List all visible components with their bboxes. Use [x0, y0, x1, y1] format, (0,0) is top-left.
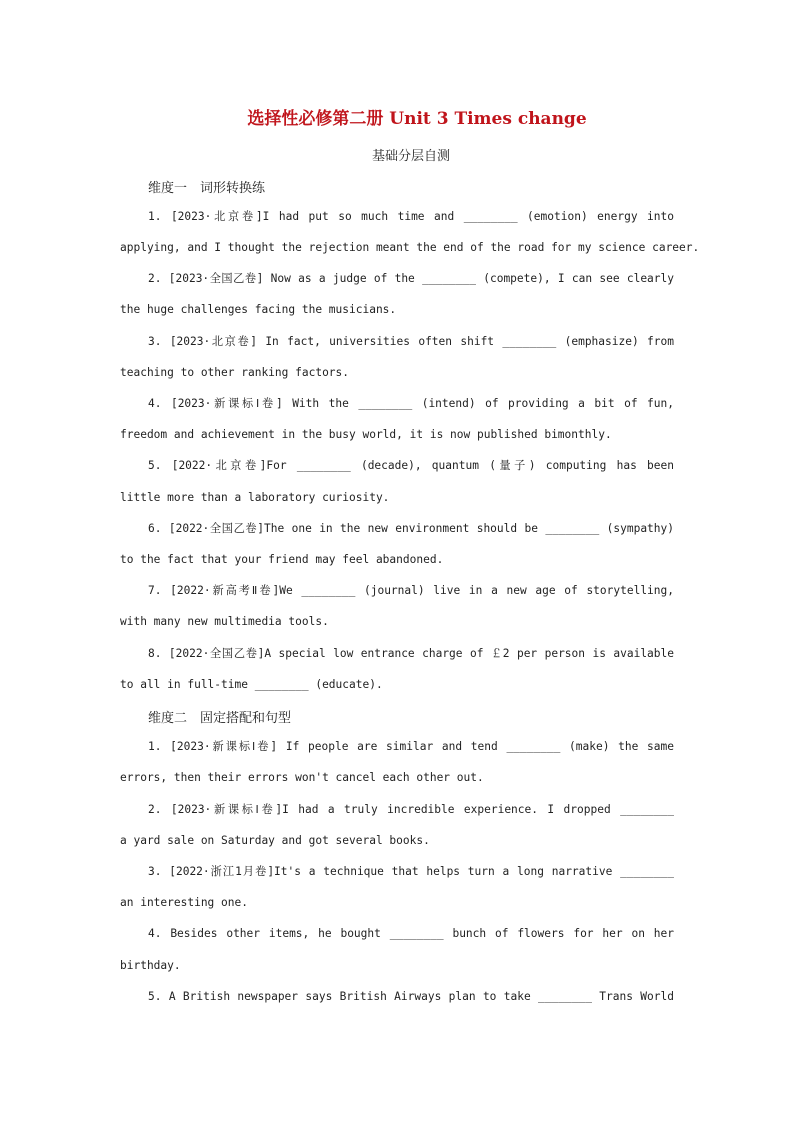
- page-subtitle: 基础分层自测: [371, 149, 450, 164]
- question-line: a yard sale on Saturday and got several books.: [120, 834, 430, 847]
- question-line: 7. [2022·新高考Ⅱ卷]We ________ (journal) live in a new age of storytelling,: [148, 584, 674, 597]
- question-line: an interesting one.: [120, 896, 248, 909]
- section-heading-collocations: 维度二 固定搭配和句型: [148, 711, 292, 726]
- question-line: 1. [2023·新课标Ⅰ卷] If people are similar and tend ________ (make) the same: [148, 740, 674, 753]
- question-line: teaching to other ranking factors.: [120, 366, 350, 379]
- question-line: applying, and I thought the rejection meant the end of the road for my science career.: [120, 241, 700, 254]
- question-line: 1. [2023·北京卷]I had put so much time and ________ (emotion) energy into: [148, 210, 674, 223]
- question-line: errors, then their errors won't cancel each other out.: [120, 771, 484, 784]
- question-line: freedom and achievement in the busy world, it is now published bimonthly.: [120, 428, 612, 441]
- question-line: to all in full-time ________ (educate).: [120, 678, 383, 691]
- question-line: 4. [2023·新课标Ⅰ卷] With the ________ (intend) of providing a bit of fun,: [148, 397, 674, 410]
- question-line: 2. [2023·新课标Ⅰ卷]I had a truly incredible experience. I dropped ________: [148, 803, 674, 816]
- question-line: to the fact that your friend may feel abandoned.: [120, 553, 444, 566]
- page-title: 选择性必修第二册 Unit 3 Times change: [247, 109, 587, 129]
- question-line: 4. Besides other items, he bought ________ bunch of flowers for her on her: [148, 927, 674, 940]
- question-line: 8. [2022·全国乙卷]A special low entrance charge of ￡2 per person is available: [148, 647, 674, 660]
- question-line: 2. [2023·全国乙卷] Now as a judge of the ________ (compete), I can see clearly: [148, 272, 674, 285]
- question-line: birthday.: [120, 959, 181, 972]
- question-line: 5. A British newspaper says British Airways plan to take ________ Trans World: [148, 990, 674, 1003]
- question-line: 3. [2022·浙江1月卷]It's a technique that helps turn a long narrative ________: [148, 865, 674, 878]
- question-line: 3. [2023·北京卷] In fact, universities often shift ________ (emphasize) from: [148, 335, 674, 348]
- section-heading-word-forms: 维度一 词形转换练: [148, 181, 266, 196]
- question-line: with many new multimedia tools.: [120, 615, 329, 628]
- question-line: the huge challenges facing the musicians.: [120, 303, 397, 316]
- question-line: little more than a laboratory curiosity.: [120, 491, 390, 504]
- question-line: 6. [2022·全国乙卷]The one in the new environment should be ________ (sympathy): [148, 522, 674, 535]
- question-line: 5. [2022·北京卷]For ________ (decade), quantum (量子) computing has been: [148, 459, 674, 472]
